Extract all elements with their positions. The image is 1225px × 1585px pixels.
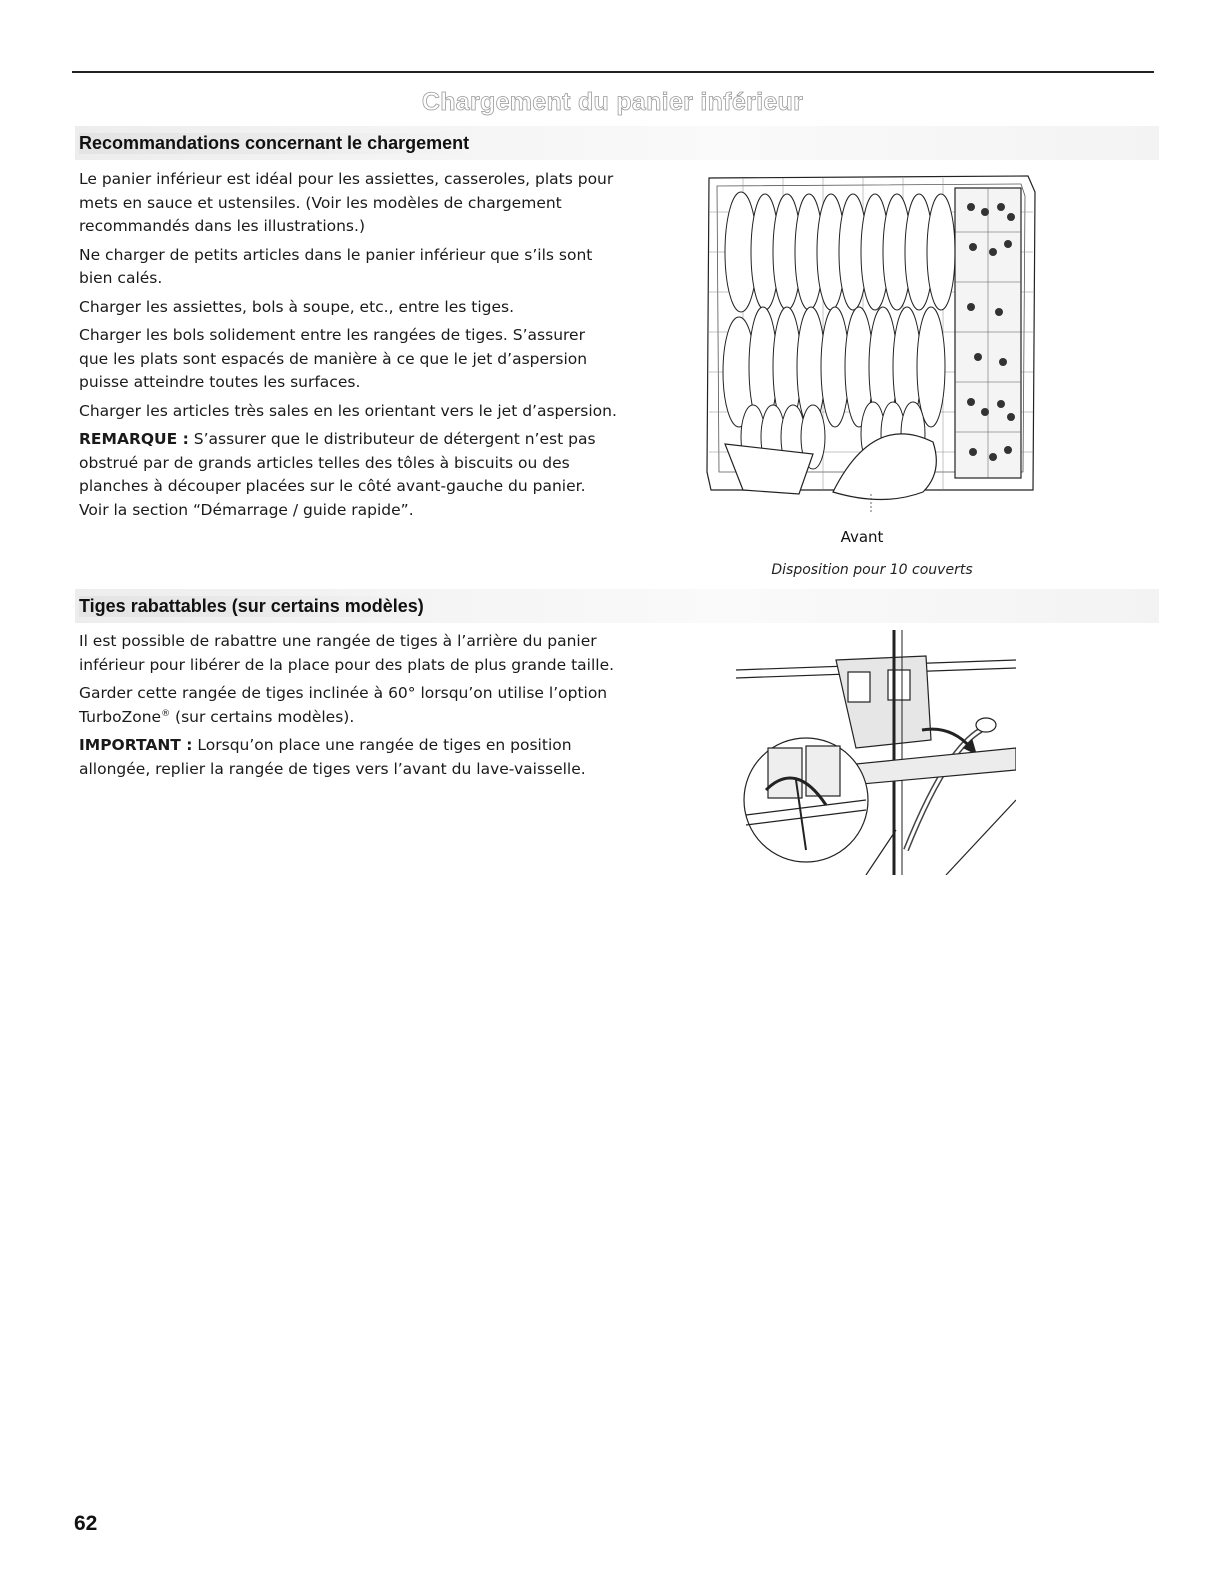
- important-paragraph: [79, 734, 619, 781]
- paragraph: Ne charger de petits articles dans le panier inférieur que s’ils sont bien calés.: [79, 245, 593, 287]
- section-body-tiges-rabattables: [79, 630, 619, 786]
- section-heading-recommandations: [75, 126, 1159, 160]
- paragraph-text: Garder cette rangée de tiges inclinée à 60° lorsqu’on utilise l’option TurboZone: [79, 684, 608, 726]
- figure-caption: Disposition pour 10 couverts: [771, 562, 973, 578]
- important-text: Lorsqu’on place une rangée de tiges en position allongée, replier la rangée de tiges vers l’avant du lave-vaisselle.: [79, 736, 586, 778]
- note-label: REMARQUE :: [79, 430, 189, 448]
- note-text: S’assurer que le distributeur de détergent n’est pas obstrué par de grands articles telles des tôles à biscuits ou des planches à découper placées sur le côté avant-gauche du panier. Voir la section “Démarrage / guide rapide”.: [79, 430, 596, 519]
- registered-mark: ®: [161, 708, 171, 719]
- page-title: Chargement du panier inférieur: [421, 88, 804, 116]
- important-label: IMPORTANT :: [79, 736, 193, 754]
- section-heading-tiges-rabattables: [75, 589, 1159, 623]
- paragraph: Charger les assiettes, bols à soupe, etc., entre les tiges.: [79, 297, 514, 316]
- paragraph: [79, 682, 619, 729]
- section-body-recommandations: [79, 168, 619, 527]
- paragraph: Le panier inférieur est idéal pour les assiettes, casseroles, plats pour mets en sauce et ustensiles. (Voir les modèles de chargement recommandés dans les illustrations.): [79, 170, 614, 235]
- note-paragraph: [79, 428, 619, 522]
- folding-tines-illustration: [736, 630, 1016, 875]
- section-heading-label: Tiges rabattables (sur certains modèles): [79, 596, 436, 617]
- paragraph: Il est possible de rabattre une rangée de tiges à l’arrière du panier inférieur pour libérer de la place pour des plats de plus grande taille.: [79, 632, 615, 674]
- top-rule: [72, 71, 1154, 73]
- section-heading-label: Recommandations concernant le chargement: [79, 133, 481, 154]
- figure-front-label: Avant: [840, 528, 884, 546]
- paragraph: Charger les articles très sales en les orientant vers le jet d’aspersion.: [79, 401, 617, 420]
- lower-rack-loading-illustration: [703, 172, 1038, 512]
- paragraph-text: (sur certains modèles).: [170, 707, 355, 726]
- page-number: 62: [74, 1512, 98, 1535]
- paragraph: Charger les bols solidement entre les rangées de tiges. S’assurer que les plats sont espacés de manière à ce que le jet d’aspersion puisse atteindre toutes les surfaces.: [79, 326, 588, 391]
